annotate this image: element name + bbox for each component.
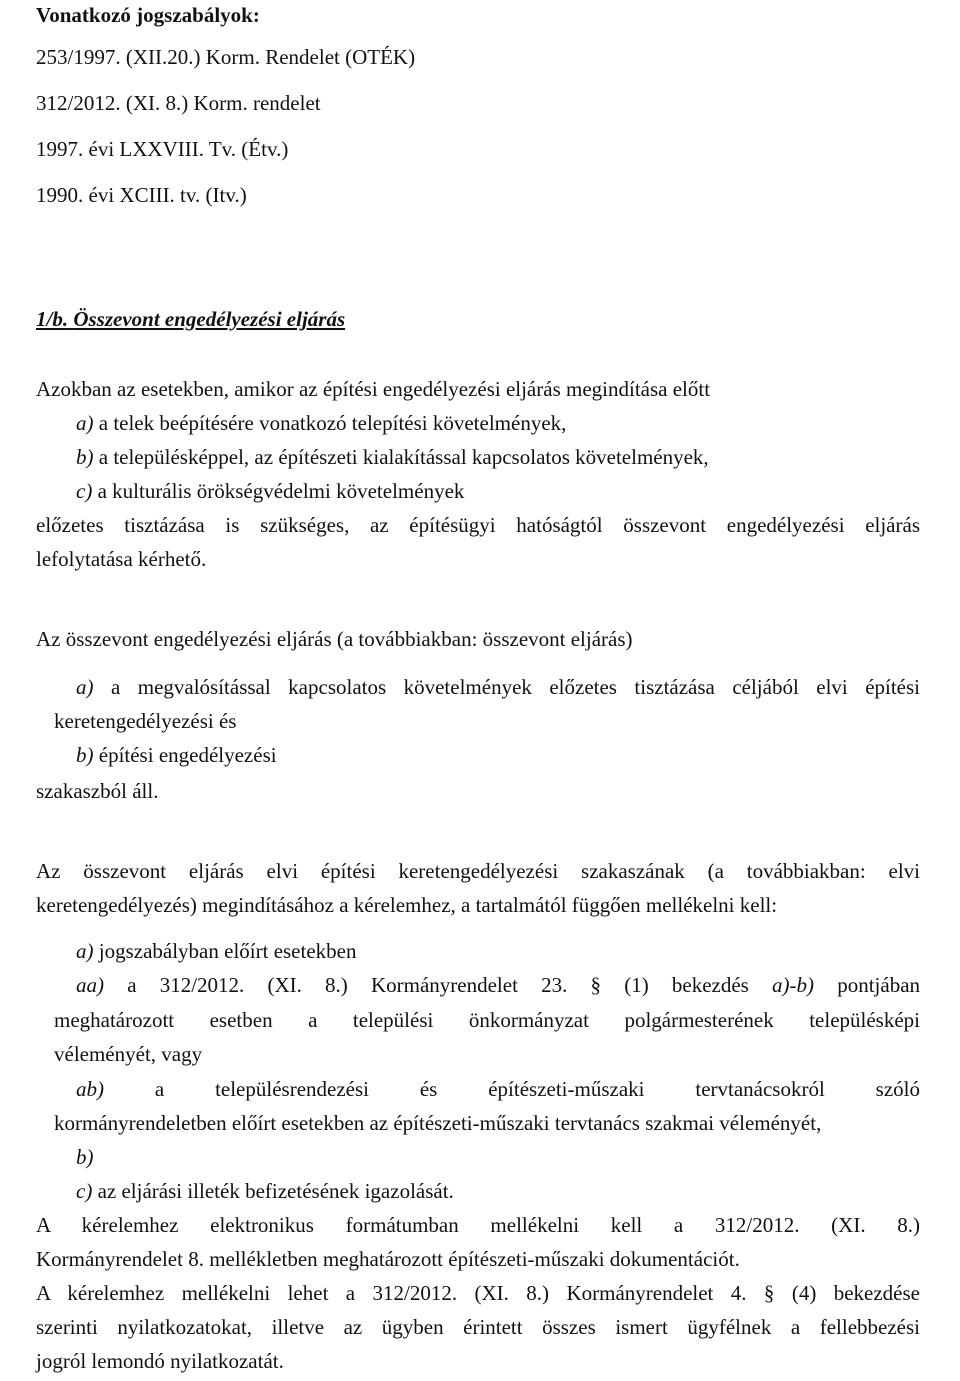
para3-item-aa-line3: véleményét, vagy	[54, 1042, 203, 1066]
para3-item-b: b)	[76, 1145, 94, 1169]
regulation-item: 253/1997. (XII.20.) Korm. Rendelet (OTÉK)	[36, 45, 416, 69]
para1-item-c: c) a kulturális örökségvédelmi követelmények	[76, 479, 465, 503]
regulation-item: 1997. évi LXXVIII. Tv. (Étv.)	[36, 137, 289, 161]
para3-optional-line3: jogról lemondó nyilatkozatát.	[36, 1349, 284, 1373]
regulations-title: Vonatkozó jogszabályok:	[36, 3, 260, 27]
para1-item-a: a) a telek beépítésére vonatkozó telepítési követelmények,	[76, 411, 567, 435]
para3-item-ab-line2: kormányrendeletben előírt esetekben az építészeti-műszaki tervtanács szakmai véleményét,	[54, 1111, 822, 1135]
para3-item-aa-line1: aa) a 312/2012. (XI. 8.) Kormányrendelet 23. § (1) bekezdés a)-b) pontjában	[76, 973, 921, 997]
para3-item-c: c) az eljárási illeték befizetésének igazolását.	[76, 1179, 454, 1203]
para1-outro-line1: előzetes tisztázása is szükséges, az építésügyi hatóságtól összevont engedélyezési eljárás	[36, 513, 920, 537]
para2-item-b: b) építési engedélyezési	[76, 743, 277, 767]
para2-item-a-line1: a) a megvalósítással kapcsolatos követelmények előzetes tisztázása céljából elvi építési	[76, 675, 921, 699]
para3-electronic-line2: Kormányrendelet 8. mellékletben meghatározott építészeti-műszaki dokumentációt.	[36, 1247, 740, 1271]
para2-item-a-line2: keretengedélyezési és	[54, 709, 237, 733]
para3-optional-line2: szerinti nyilatkozatokat, illetve az ügyben érintett összes ismert ügyfélnek a fellebbezési	[36, 1315, 920, 1339]
para3-item-ab-line1: ab) a településrendezési és építészeti-műszaki tervtanácsokról szóló	[76, 1077, 921, 1101]
para1-outro-line2: lefolytatása kérhető.	[36, 547, 207, 571]
regulation-item: 312/2012. (XI. 8.) Korm. rendelet	[36, 91, 321, 115]
para3-item-aa-line2: meghatározott esetben a települési önkormányzat polgármesterének településképi	[54, 1008, 920, 1032]
para2-intro: Az összevont engedélyezési eljárás (a továbbiakban: összevont eljárás)	[36, 627, 633, 651]
para1-item-b: b) a településképpel, az építészeti kialakítással kapcsolatos követelmények,	[76, 445, 709, 469]
para2-outro: szakaszból áll.	[36, 779, 159, 803]
para1-intro: Azokban az esetekben, amikor az építési engedélyezési eljárás megindítása előtt	[36, 377, 711, 401]
section-title: Összevont engedélyezési eljárás	[73, 307, 346, 331]
para3-intro-line1: Az összevont eljárás elvi építési keretengedélyezési szakaszának (a továbbiakban: elvi	[36, 859, 920, 883]
para3-item-a: a) jogszabályban előírt esetekben	[76, 939, 357, 963]
para3-optional-line1: A kérelemhez mellékelni lehet a 312/2012. (XI. 8.) Kormányrendelet 4. § (4) bekezdése	[36, 1281, 920, 1305]
para3-intro-line2: keretengedélyezés) megindításához a kérelemhez, a tartalmától függően mellékelni kell:	[36, 893, 778, 917]
section-heading	[36, 302, 345, 336]
regulation-item: 1990. évi XCIII. tv. (Itv.)	[36, 183, 247, 207]
para3-electronic-line1: A kérelemhez elektronikus formátumban mellékelni kell a 312/2012. (XI. 8.)	[36, 1213, 920, 1237]
section-number: 1/b.	[36, 307, 69, 331]
